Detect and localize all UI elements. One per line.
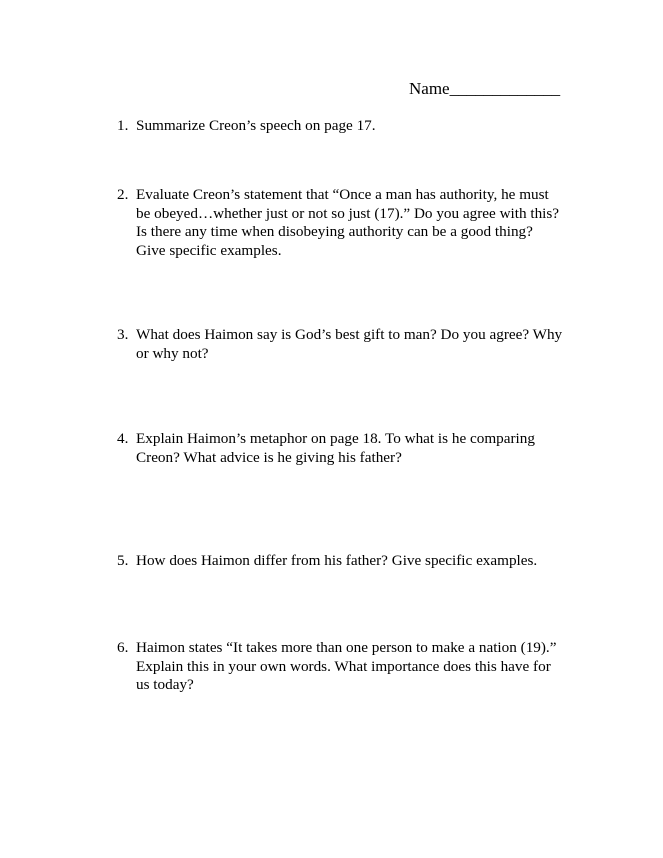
question-text xyxy=(136,117,576,136)
question-number: 3. xyxy=(117,326,129,343)
question-line: Creon? What advice is he giving his father? xyxy=(136,448,402,466)
question-line: Explain this in your own words. What importance does this have for xyxy=(136,657,551,675)
question-number: 1. xyxy=(117,117,129,134)
question-line: us today? xyxy=(136,676,194,694)
question-number: 4. xyxy=(117,430,129,447)
question-line: be obeyed…whether just or not so just (17).” Do you agree with this? xyxy=(136,204,560,222)
question-line: Give specific examples. xyxy=(136,241,282,259)
name-field-label: Name_____________ xyxy=(409,79,561,98)
question-text xyxy=(136,639,576,695)
question-text xyxy=(136,186,576,260)
question-text xyxy=(136,326,576,363)
question-number: 5. xyxy=(117,552,129,569)
question-line: Summarize Creon’s speech on page 17. xyxy=(136,117,376,134)
question-number: 2. xyxy=(117,186,129,203)
question-line: How does Haimon differ from his father? Give specific examples. xyxy=(136,552,538,569)
question-text xyxy=(136,552,576,571)
question-line: Explain Haimon’s metaphor on page 18. To what is he comparing xyxy=(136,430,535,447)
question-line: or why not? xyxy=(136,344,209,362)
question-line: Evaluate Creon’s statement that “Once a man has authority, he must xyxy=(136,186,549,203)
question-number: 6. xyxy=(117,639,129,656)
question-line: Is there any time when disobeying authority can be a good thing? xyxy=(136,223,533,241)
question-line: Haimon states “It takes more than one person to make a nation (19).” xyxy=(136,639,557,656)
question-line: What does Haimon say is God’s best gift to man? Do you agree? Why xyxy=(136,326,563,343)
question-text xyxy=(136,430,576,467)
